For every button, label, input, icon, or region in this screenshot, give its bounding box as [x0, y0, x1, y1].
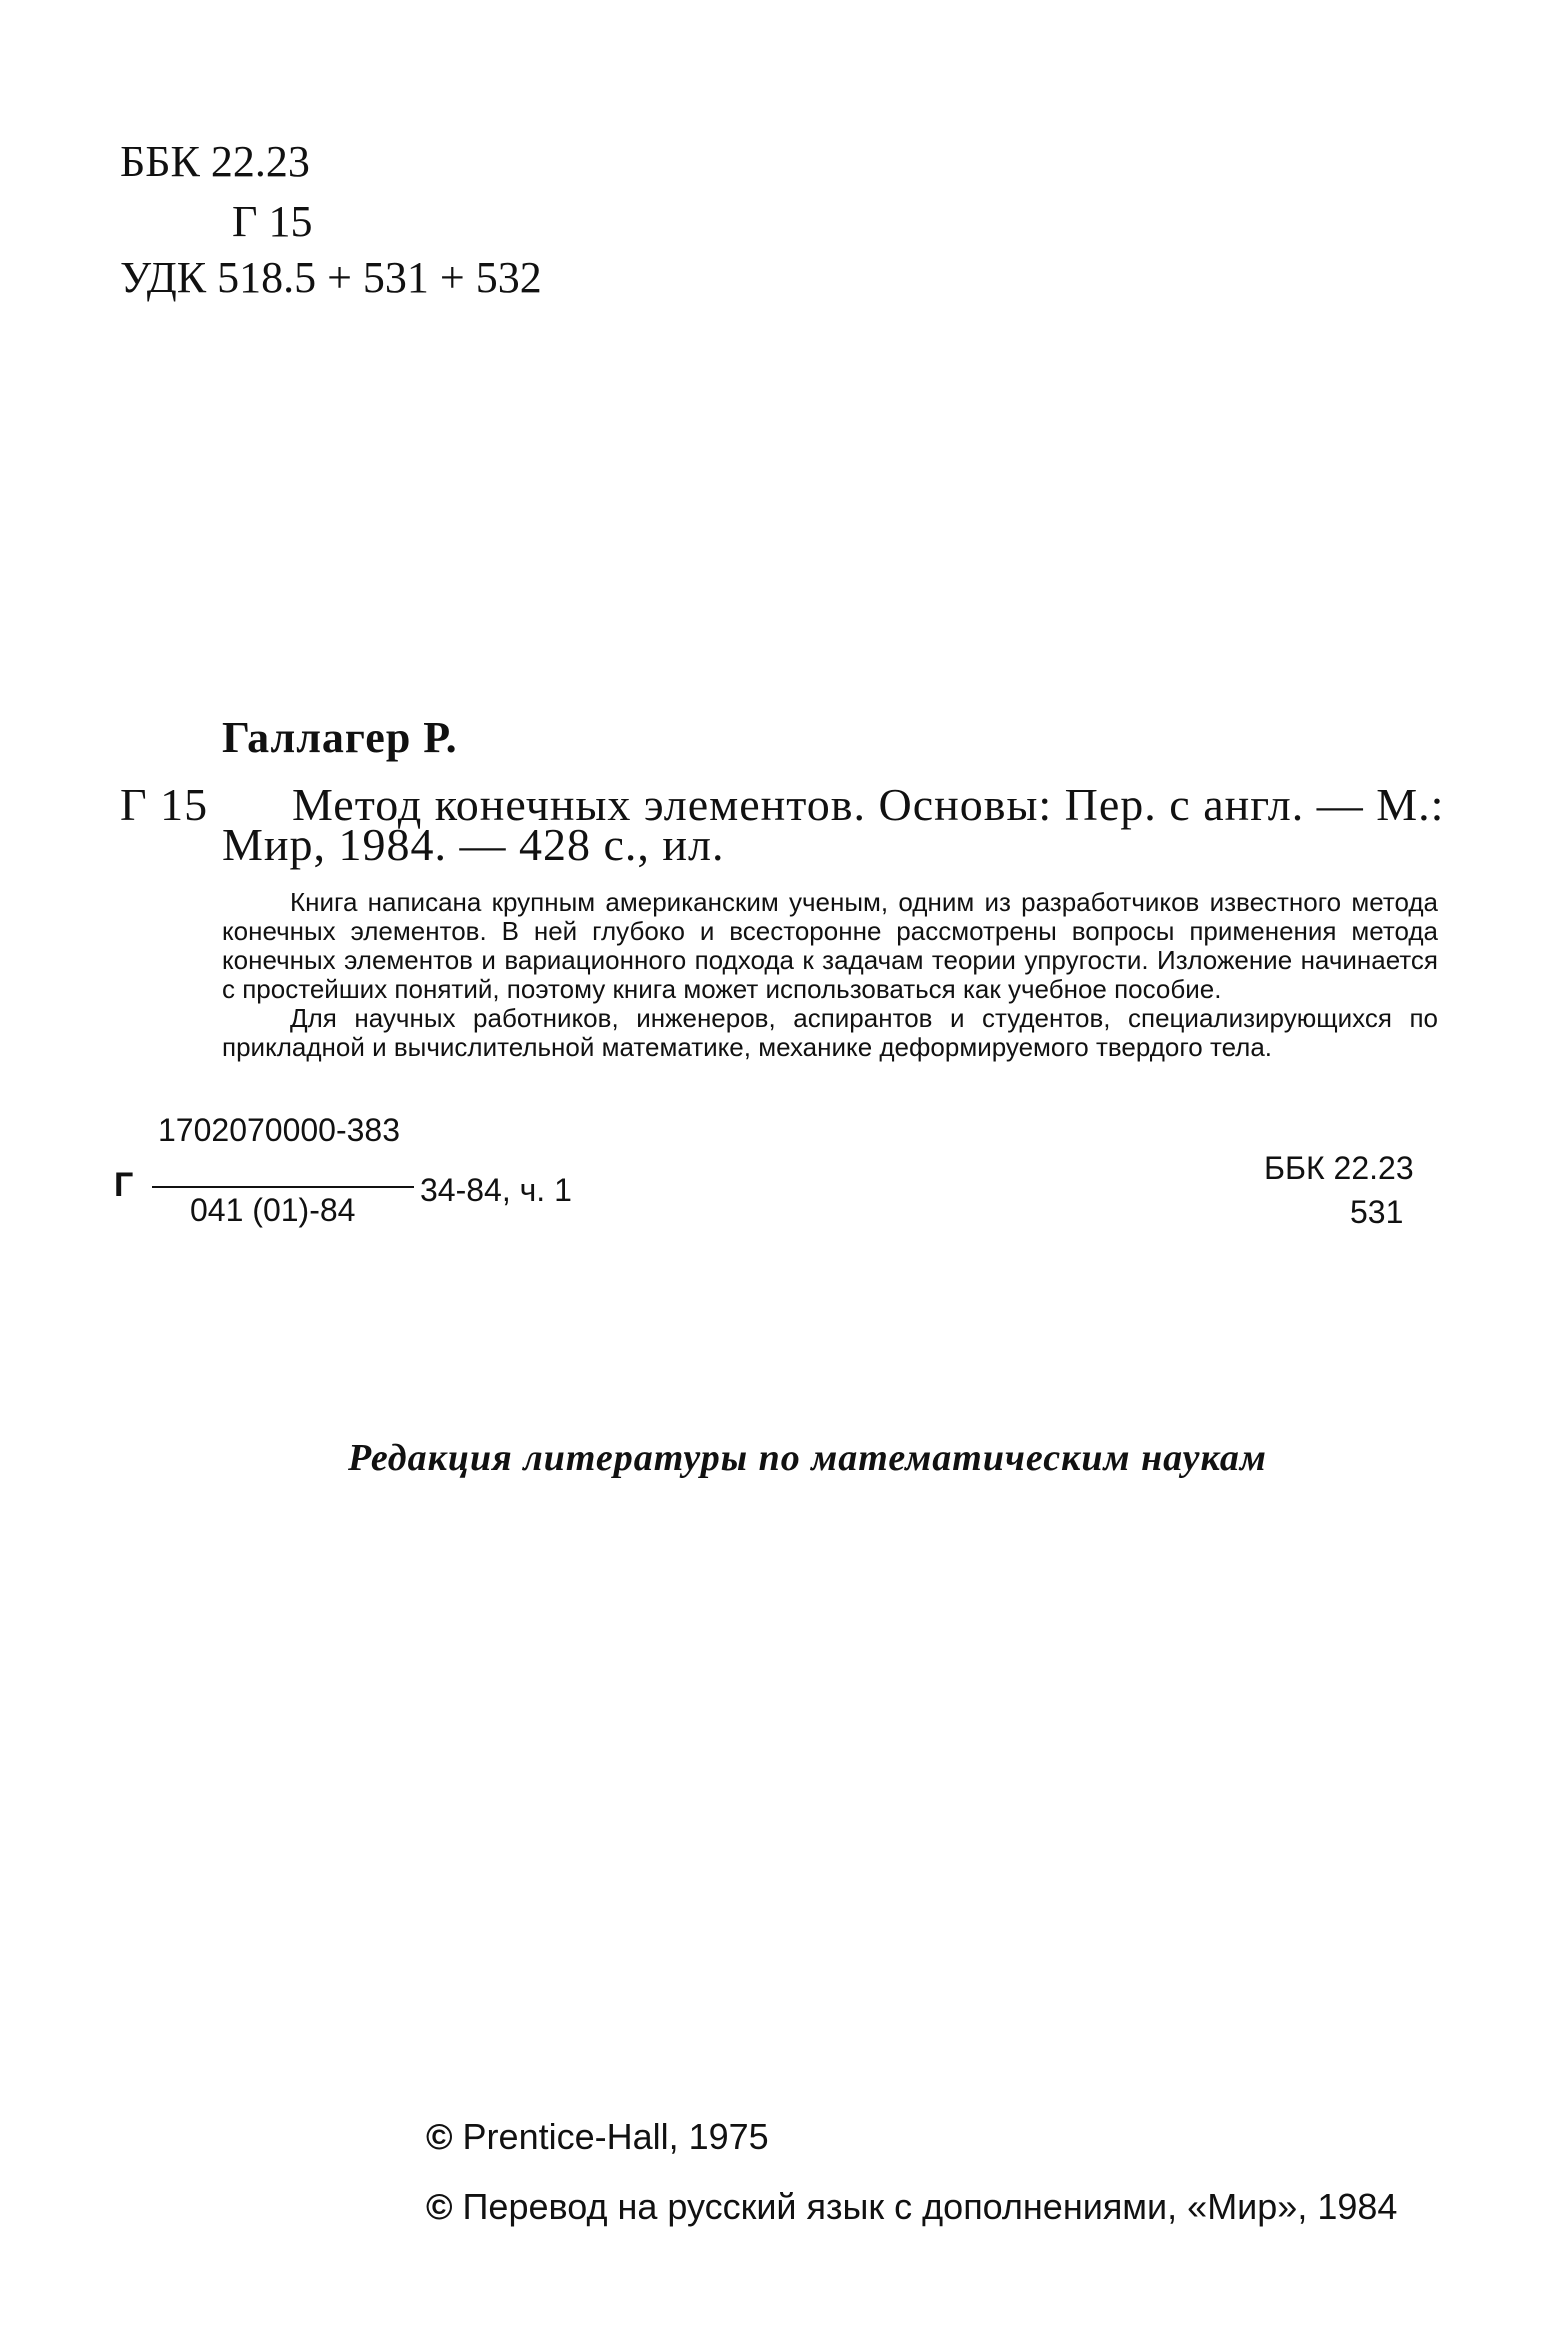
copyright-icon: ©	[426, 2186, 453, 2227]
index-suffix: 34-84, ч. 1	[420, 1172, 572, 1208]
bbk-code: ББК 22.23	[120, 137, 310, 186]
copyright-text-2: Перевод на русский язык с дополнениями, «Мир», 1984	[462, 2186, 1398, 2227]
copyright-line-2	[426, 2186, 1397, 2228]
bbk-right-line-2: 531	[1350, 1194, 1404, 1230]
copyright-line-1	[426, 2116, 769, 2158]
copyright-text-1: Prentice-Hall, 1975	[462, 2116, 769, 2157]
entry-title-line-1: Метод конечных элементов. Основы: Пер. с англ. — М.:	[292, 779, 1445, 830]
annotation-paragraph-1: Книга написана крупным американским ученым, одним из разработчиков известного метода конечных элементов. В ней глубоко и всесторонне рассмотрены вопросы применения метода конечных элементов и вариационного подхода к задачам теории упругости. Изложение начинается с простейших понятий, поэтому книга может использоваться как учебное пособие.	[222, 887, 1438, 1004]
annotation	[222, 888, 1438, 1062]
copyright-icon: ©	[426, 2116, 453, 2157]
bbk-right-line-1: ББК 22.23	[1264, 1150, 1414, 1186]
author-name: Галлагер Р.	[222, 713, 458, 762]
index-denominator: 041 (01)-84	[190, 1192, 356, 1228]
fraction-bar	[152, 1186, 414, 1188]
editorial-line: Редакция литературы по математическим наукам	[348, 1437, 1267, 1479]
entry-code: Г 15	[120, 779, 209, 830]
udk-code: УДК 518.5 + 531 + 532	[120, 253, 542, 302]
index-numerator: 1702070000-383	[158, 1112, 401, 1148]
index-letter: Г	[114, 1166, 134, 1204]
author-code: Г 15	[232, 197, 313, 246]
annotation-paragraph-2: Для научных работников, инженеров, аспирантов и студентов, специализирующихся по прикладной и вычислительной математике, механике деформируемого твердого тела.	[222, 1003, 1438, 1062]
entry-title-line-2: Мир, 1984. — 428 с., ил.	[222, 819, 725, 870]
